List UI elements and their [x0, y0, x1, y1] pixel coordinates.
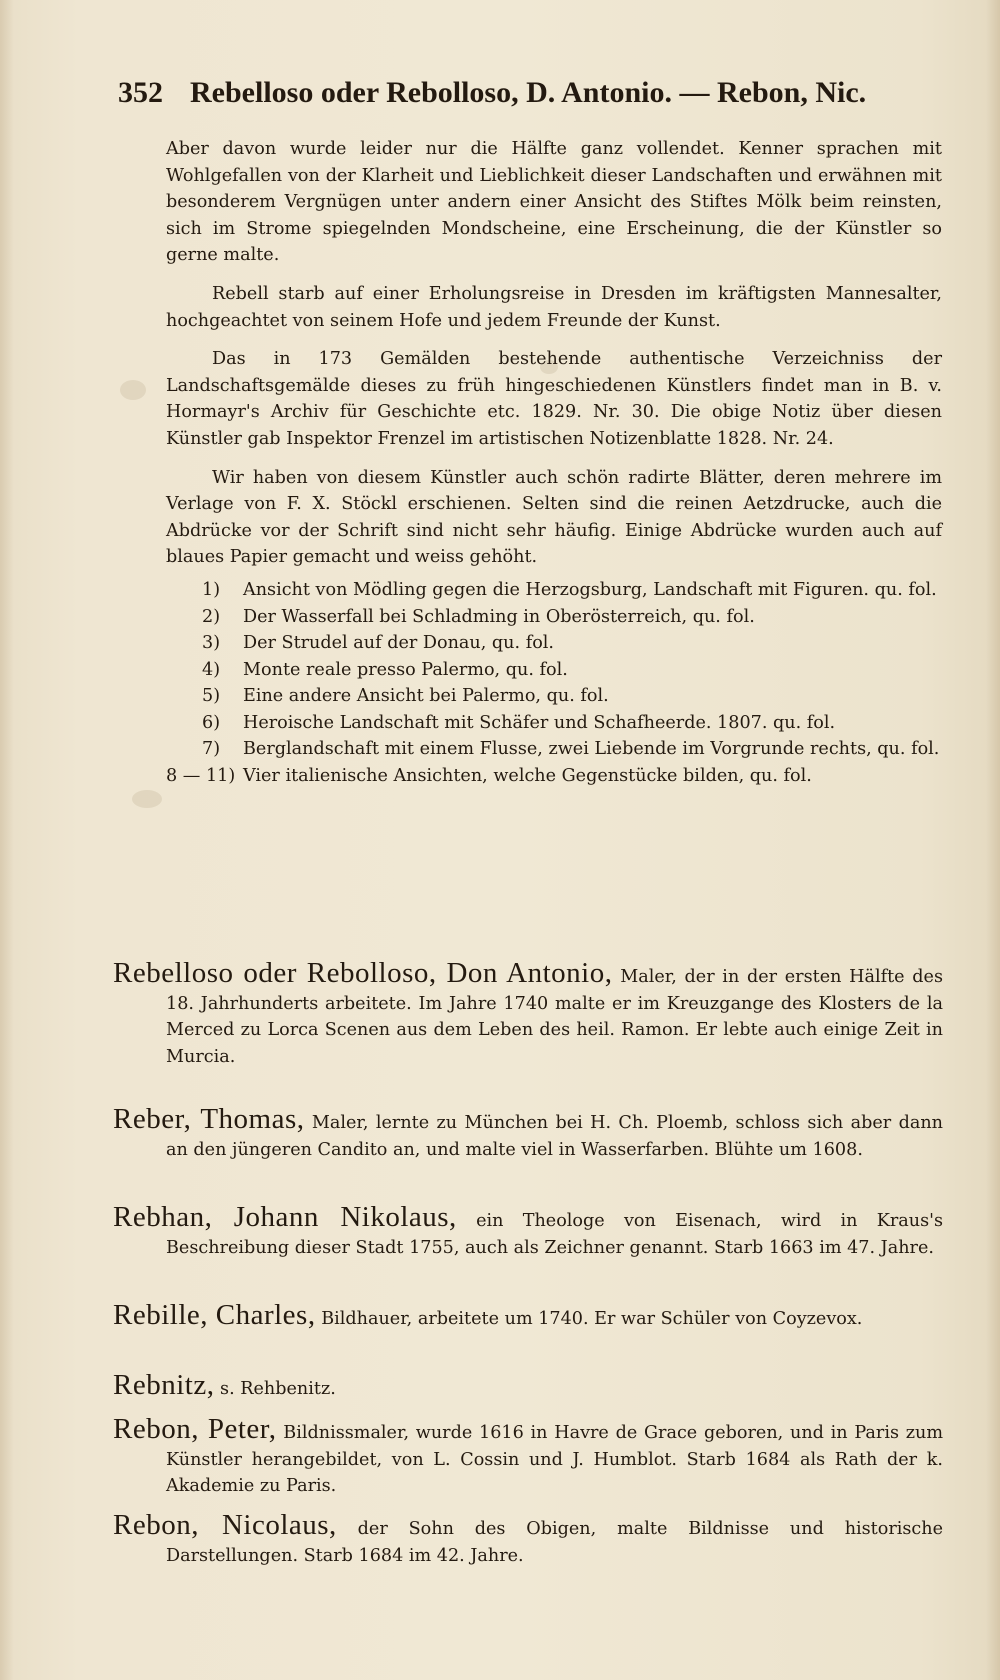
list-item: [166, 577, 942, 604]
entry-text: Bildnissmaler, wurde 1616 in Havre de Grace geboren, und in Paris zum Künstler herangebildet, von L. Cossin und J. Humblot. Starb 1684 als Rath der k. Akademie zu Paris.: [166, 1423, 944, 1497]
paragraph: Wir haben von diesem Künstler auch schön radirte Blätter, deren mehrere im Verlage von F. X. Stöckl erschienen. Selten sind die reinen Aetzdrucke, auch die Abdrücke vor der Schrift sind nicht sehr häufig. Einige Abdrücke wurden auch auf blaues Papier gemacht und weiss gehöht.: [166, 467, 942, 568]
paper-stain: [120, 380, 146, 400]
dictionary-entry: [113, 1299, 943, 1333]
dictionary-entry: [113, 1103, 943, 1163]
entry-name: Rebon, Peter,: [113, 1413, 277, 1445]
item-number: 8 — 11): [166, 766, 236, 787]
dictionary-entry: [113, 1201, 943, 1261]
entry-text: ein Theologe von Eisenach, wird in Kraus's Beschreibung dieser Stadt 1755, auch als Zeichner genannt. Starb 1663 im 47. Jahre.: [166, 1211, 943, 1258]
entry-name: Rebelloso oder Rebolloso, Don Antonio,: [113, 957, 613, 989]
entry-name: Rebhan, Johann Nikolaus,: [113, 1201, 457, 1233]
entry-name: Rebille, Charles,: [113, 1299, 316, 1331]
dictionary-entry: [113, 1509, 944, 1569]
item-number: 6): [202, 712, 221, 733]
entry-text: der Sohn des Obigen, malte Bildnisse und historische Darstellungen. Starb 1684 im 42. Jahre.: [166, 1519, 944, 1566]
dictionary-entry: [113, 1369, 943, 1403]
list-item: [166, 763, 942, 790]
entry-text: Maler, der in der ersten Hälfte des 18. Jahrhunderts arbeitete. Im Jahre 1740 malte er im Kreuzgange des Klosters de la Merced zu Lorca Scenen aus dem Leben des heil. Ramon. Er lebte auch einige Zeit in Murcia.: [166, 967, 943, 1067]
list-item: [166, 604, 942, 631]
item-number: 5): [202, 686, 221, 707]
item-number: 1): [202, 579, 221, 600]
paper-stain: [132, 790, 162, 808]
list-item: [166, 630, 942, 657]
item-text: Eine andere Ansicht bei Palermo, qu. fol.: [243, 686, 609, 707]
dictionary-entry: [113, 957, 943, 1070]
paragraph: Aber davon wurde leider nur die Hälfte ganz vollendet. Kenner sprachen mit Wohlgefallen von der Klarheit und Lieblichkeit dieser Landschaften und erwähnen mit besonderem Vergnügen unter andern einer Ansicht des Stiftes Mölk beim reinsten, sich im Strome spiegelnden Mondscheine, eine Erscheinung, die der Künstler so gerne malte.: [166, 139, 942, 266]
header-title: Rebelloso oder Rebolloso, D. Antonio. — Rebon, Nic.: [190, 76, 867, 109]
item-text: Ansicht von Mödling gegen die Herzogsburg, Landschaft mit Figuren. qu. fol.: [243, 579, 937, 600]
item-number: 2): [202, 606, 221, 627]
paragraph: Das in 173 Gemälden bestehende authentische Verzeichniss der Landschaftsgemälde dieses zu früh hingeschiedenen Künstlers findet man in B. v. Hormayr's Archiv für Geschichte etc. 1829. Nr. 30. Die obige Notiz über diesen Künstler gab Inspektor Frenzel im artistischen Notizenblatte 1828. Nr. 24.: [166, 349, 942, 449]
list-item: [166, 710, 942, 737]
item-number: 4): [202, 659, 221, 680]
item-text: Vier italienische Ansichten, welche Gegenstücke bilden, qu. fol.: [243, 766, 812, 787]
item-text: Berglandschaft mit einem Flusse, zwei Liebende im Vorgrunde rechts, qu. fol.: [243, 739, 940, 760]
running-header: [118, 78, 888, 108]
item-text: Heroische Landschaft mit Schäfer und Schafheerde. 1807. qu. fol.: [243, 712, 836, 733]
entry-name: Rebon, Nicolaus,: [113, 1509, 337, 1541]
item-text: Der Strudel auf der Donau, qu. fol.: [243, 633, 555, 654]
item-text: Monte reale presso Palermo, qu. fol.: [243, 659, 568, 680]
dictionary-entry: [113, 1413, 944, 1500]
works-list: [166, 577, 942, 790]
continuation-text: [166, 136, 942, 790]
item-number: 7): [202, 739, 221, 760]
entry-text: Bildhauer, arbeitete um 1740. Er war Schüler von Coyzevox.: [321, 1309, 863, 1329]
list-item: [166, 736, 942, 763]
paragraph: Rebell starb auf einer Erholungsreise in Dresden im kräftigsten Mannesalter, hochgeachtet von seinem Hofe und jedem Freunde der Kunst.: [166, 283, 942, 331]
entry-text: s. Rehbenitz.: [220, 1379, 336, 1399]
item-text: Der Wasserfall bei Schladming in Oberösterreich, qu. fol.: [243, 606, 755, 627]
entry-name: Rebnitz,: [113, 1369, 215, 1401]
entry-name: Reber, Thomas,: [113, 1103, 305, 1135]
page-number: 352: [118, 76, 163, 109]
right-page-edge: [986, 0, 1000, 1680]
list-item: [166, 657, 942, 684]
left-page-edge: [0, 0, 14, 1680]
item-number: 3): [202, 633, 221, 654]
entry-text: Maler, lernte zu München bei H. Ch. Ploemb, schloss sich aber dann an den jüngeren Candito an, und malte viel in Wasserfarben. Blühte um 1608.: [166, 1113, 943, 1160]
list-item: [166, 683, 942, 710]
